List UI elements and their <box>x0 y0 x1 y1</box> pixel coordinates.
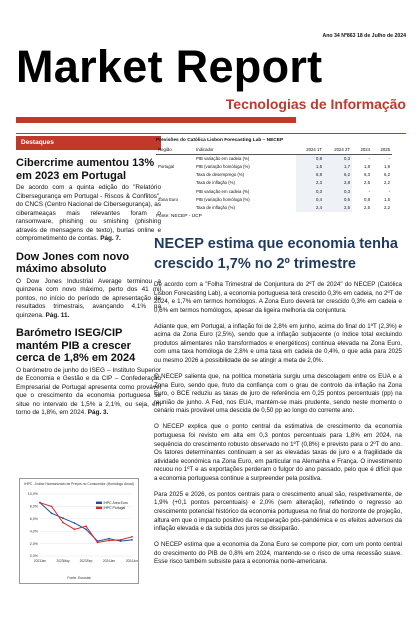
table-cell: 6,2 <box>384 172 390 178</box>
article-paragraph: O NECEP salienta que, na política monetária surgiu uma descolagem entre os EUA e a Zona Euro, sendo que, fruto da confiança com o grau de controlo da inflação na Zona Euro, o BCE reduziu as taxas de juro de referência em 0,25 pontos percentuais (pp) na reunião de junho. A Fed, nos EUA, mantém-se mais prudente, sendo neste momento o cenário mais provável uma descida de 0,50 pp ao longo do corrente ano. <box>154 373 402 415</box>
table-cell: 0,3 <box>324 187 352 195</box>
table-cell: 2,3 <box>296 179 324 187</box>
x-tick-label: 2024Jan <box>102 559 116 563</box>
highlight-body <box>16 278 161 321</box>
table-cell: - <box>368 156 370 162</box>
x-tick-label: 2023Sep <box>79 559 93 563</box>
data-point <box>108 538 110 540</box>
table-cell: 1,5 <box>384 196 390 202</box>
masthead-thin-rule <box>16 133 406 134</box>
highlight-body <box>16 184 161 244</box>
article-paragraph: O NECEP estima que a economia da Zona Euro se comporte pior, com um ponto central do crescimento do PIB de 0,8% em 2024, mantendo-se o risco de uma recessão suave. Esse risco também subsiste para a economia norte-americana. <box>154 541 402 566</box>
edition-info: Ano 34 Nº863 18 de Julho de 2024 <box>322 33 406 39</box>
table-cell <box>156 154 194 162</box>
table-row <box>156 154 392 162</box>
table-cell: PIB variação em cadeia (%) <box>196 156 250 162</box>
table-cell: 6,3 <box>364 172 370 178</box>
table-row <box>156 195 392 203</box>
y-tick-label: 0,0% <box>29 554 38 559</box>
table-row <box>156 187 392 195</box>
table-cell <box>156 179 194 187</box>
highlights-label: Destaques <box>16 136 161 150</box>
highlight-page-ref: Pág. 3. <box>87 409 109 416</box>
data-point <box>85 528 87 530</box>
table-cell: PIB variação em cadeia (%) <box>196 188 250 194</box>
col-header: 2024 <box>352 146 372 154</box>
chart-plot <box>20 490 138 575</box>
table-cell <box>156 171 194 179</box>
forecast-table-block <box>156 138 392 219</box>
table-cell: 2,5 <box>364 204 370 210</box>
table-cell: 2,2 <box>384 180 390 186</box>
table-source: Fonte: NECEP - UCP <box>156 213 202 219</box>
table-cell: 1,8 <box>364 163 370 169</box>
y-tick-label: 4,0% <box>29 529 38 534</box>
highlight-headline: Barómetro ISEG/CIP mantém PIB a crescer cerca de 1,8% em 2024 <box>16 327 136 364</box>
table-cell: 0,3 <box>296 187 324 195</box>
table-cell: - <box>388 188 390 194</box>
data-point <box>120 539 122 541</box>
table-cell: 2,2 <box>384 204 390 210</box>
x-tick-label: 2023Jan <box>33 559 47 563</box>
table-cell: 6,2 <box>324 171 352 179</box>
table-header-row <box>156 146 392 154</box>
table-cell: 2,8 <box>324 179 352 187</box>
table-row <box>156 179 392 187</box>
data-point <box>131 539 133 541</box>
table-cell: - <box>388 156 390 162</box>
data-point <box>85 525 87 527</box>
highlight-item <box>16 251 161 321</box>
article-body <box>154 281 402 574</box>
col-header: 2024 1T <box>296 146 324 154</box>
table-cell: 1,7 <box>324 162 352 170</box>
data-point <box>62 517 64 519</box>
table-cell: PIB (variação homóloga (%) <box>196 196 250 202</box>
y-tick-label: 10,0% <box>27 492 38 497</box>
chart-source: Fonte: Eurostat <box>67 576 91 580</box>
x-tick-label: 2024Jun <box>125 559 138 563</box>
table-cell: 2,5 <box>364 180 370 186</box>
forecast-table <box>156 146 392 212</box>
data-point <box>97 541 99 543</box>
table-cell: 1,5 <box>296 162 324 170</box>
highlight-body-text: De acordo com a quinta edição do "Relatório Cibersegurança em Portugal - Riscos & Conflitos", do CNCS (Centro Nacional de Cibersegurança), as ciberameaças mais relevantes foram o ransomware, phishing ou smishing (phishing através de mensagens de texto), burlas online e comprometimento de contas. <box>16 184 161 242</box>
table-cell <box>156 187 194 195</box>
legend-swatch <box>96 507 102 509</box>
hicp-chart <box>19 478 139 584</box>
col-header: 2025 <box>372 146 392 154</box>
data-point <box>108 540 110 542</box>
article-paragraph: Adiante que, em Portugal, a inflação foi de 2,8% em junho, acima do final do 1ºT (2,3%) e acima da Zona Euro (2,5%), sendo que a inflação subjacente (o índice total excluindo produtos alimentares não transformados e energéticos) continua elevada na Zona Euro, com uma taxa homóloga de 2,8% e uma taxa em cadeia de 0,4%, o que adia para 2025 ou mesmo 2026 a possibilidade de se atingir a meta de 2,0%. <box>154 322 402 364</box>
y-tick-label: 2,0% <box>29 541 38 546</box>
legend-label: IHPC Portugal <box>103 506 126 510</box>
table-cell: 0,3 <box>324 154 352 162</box>
masthead-rule <box>16 117 296 123</box>
col-header: Região <box>156 146 194 154</box>
article-headline: NECEP estima que economia tenha crescido 1,7% no 2º trimestre <box>154 236 398 272</box>
data-point <box>39 502 41 504</box>
highlight-page-ref: Pág. 7. <box>100 235 121 242</box>
chart-title: IHPC - Índice Harmonizado de Preços no Consumidor (Homólogo Anual) <box>24 482 134 486</box>
data-point <box>131 536 133 538</box>
table-cell: - <box>368 188 370 194</box>
y-tick-label: 8,0% <box>29 504 38 509</box>
masthead-title: Market Report <box>16 41 323 92</box>
highlight-headline: Cibercrime aumentou 13% em 2023 em Portugal <box>16 157 155 182</box>
highlight-body <box>16 367 161 418</box>
legend-swatch <box>96 502 102 504</box>
table-cell <box>156 203 194 211</box>
masthead-subtitle: Tecnologias de Informação <box>225 96 406 112</box>
table-cell: Taxa de inflação (%) <box>196 180 235 186</box>
table-cell: 2,5 <box>324 203 352 211</box>
x-tick-label: 2023May <box>56 559 70 563</box>
table-row <box>156 171 392 179</box>
y-tick-label: 6,0% <box>29 517 38 521</box>
data-point <box>74 522 76 524</box>
col-header: Indicador <box>194 146 296 154</box>
table-cell: PIB (variação homóloga (%) <box>196 163 250 169</box>
table-cell: 1,9 <box>384 163 390 169</box>
article-paragraph: De acordo com a "Folha Trimestral de Conjuntura do 2ºT de 2024" do NECEP (Católica Lisbon Forecasting Lab), a economia portuguesa terá crescido 0,3% em cadeia, no 2ºT de 2024, e 1,7% em termos homólogos. A Zona Euro deverá ter crescido 0,3% em cadeia e 0,6% em termos homólogos, apesar da ligeira melhoria da conjuntura. <box>154 281 402 314</box>
table-row <box>156 162 392 170</box>
article-paragraph: O NECEP explica que o ponto central da estimativa de crescimento da economia portuguesa foi revisto em alta em 0,3 pontos percentuais para 1,8% em 2024, na sequência do crescimento robusto observado no 1ºT (0,8%) e previsto para o 2ºT do ano. Os fatores determinantes continuam a ser as elevadas taxas de juro e a fragilidade da atividade económica na Zona Euro, em particular na Alemanha e França. O investimento recuou no 1ºT e as exportações perderam o fulgor do ano passado, pelo que é difícil que a economia portuguesa continue a surpreender pela positiva. <box>154 423 402 482</box>
data-point <box>62 522 64 524</box>
table-row <box>156 203 392 211</box>
highlight-body-text: O Dow Jones Industrial Average terminou a quinzena com novo máximo, perto dos 41 mil pontos, no início do período de apresentação de resultados trimestrais, avançando 4,1% na quinzena. <box>16 277 161 319</box>
table-cell: 2,4 <box>296 203 324 211</box>
legend-label: IHPC Área Euro <box>103 501 128 505</box>
table-cell: 0,8 <box>296 154 324 162</box>
data-point <box>51 512 53 514</box>
table-cell: Zona Euro <box>158 196 179 202</box>
highlight-body-text: O barómetro de junho do ISEG – Instituto Superior de Economia e Gestão e da CIP – Confederação Empresarial de Portugal apresenta como provável que o crescimento da economia portuguesa se situe no intervalo de 1,5% a 2,1%, ou seja, em torno de 1,8%, em 2024. <box>16 366 161 416</box>
highlight-headline: Dow Jones com novo máximo absoluto <box>16 250 130 275</box>
col-header: 2024 2T <box>324 146 352 154</box>
article-paragraph: Para 2025 e 2026, os pontos centrais para o crescimento anual são, respetivamente, de 1,9% (+0,1 pontos percentuais) e 2,0% (sem alteração), refletindo o regresso ao crescimento potencial histórico da economia portuguesa no final do horizonte de projeção, altura em que o impacto positivo da recuperação pós-pandémica e os efeitos adversos da inflação elevada e da subida dos juros se dissiparão. <box>154 490 402 533</box>
table-cell: Taxa de inflação (%) <box>196 204 235 210</box>
data-point <box>74 528 76 530</box>
table-caption: Previsões do Católica Lisbon Forecasting Lab – NECEP <box>156 138 284 143</box>
data-point <box>51 506 53 508</box>
highlight-item <box>16 327 161 418</box>
table-cell: Taxa de desemprego (%) <box>196 172 245 178</box>
table-cell: 0,6 <box>324 195 352 203</box>
highlight-page-ref: Pág. 11. <box>45 311 70 319</box>
highlight-item <box>16 157 161 244</box>
table-cell: 6,8 <box>296 171 324 179</box>
table-cell: 0,4 <box>296 195 324 203</box>
table-cell: 0,8 <box>364 196 370 202</box>
table-cell: Portugal <box>158 163 175 169</box>
